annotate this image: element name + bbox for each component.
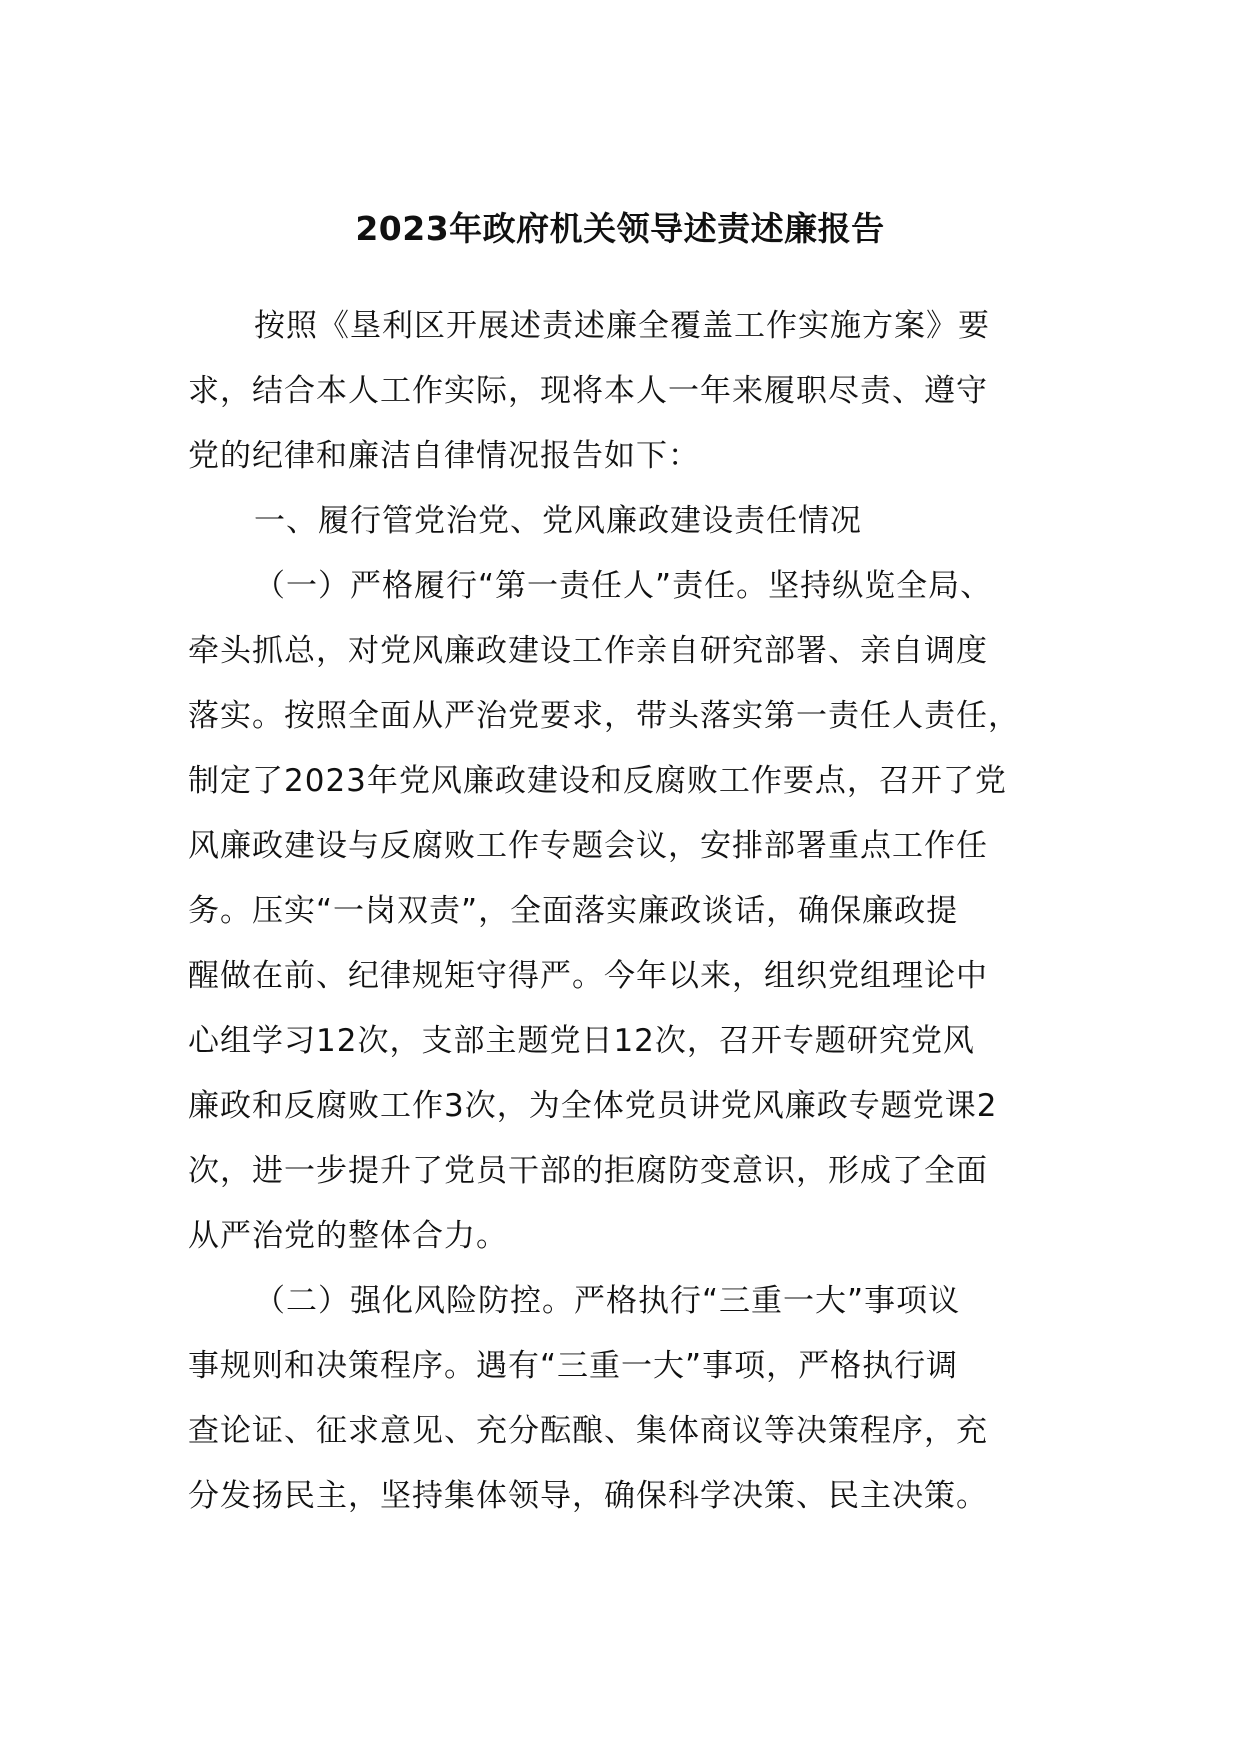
paragraph-line: 次，进一步提升了党员干部的拒腐防变意识，形成了全面 xyxy=(188,1153,988,1189)
paragraph-line: 务。压实“一岗双责”，全面落实廉政谈话，确保廉政提 xyxy=(188,893,959,929)
paragraph-line: 求，结合本人工作实际，现将本人一年来履职尽责、遵守 xyxy=(188,373,988,409)
paragraph-line: 按照《垦利区开展述责述廉全覆盖工作实施方案》要 xyxy=(254,308,990,344)
paragraph-line: （一）严格履行“第一责任人”责任。坚持纵览全局、 xyxy=(254,568,993,604)
subsection-paragraph-1 xyxy=(188,554,1068,1269)
document-body xyxy=(188,294,1068,1529)
paragraph-line: 分发扬民主，坚持集体领导，确保科学决策、民主决策。 xyxy=(188,1478,988,1514)
paragraph-line: 风廉政建设与反腐败工作专题会议，安排部署重点工作任 xyxy=(188,828,988,864)
paragraph-line: 制定了2023年党风廉政建设和反腐败工作要点，召开了党 xyxy=(188,763,1007,799)
paragraph-line: 醒做在前、纪律规矩守得严。今年以来，组织党组理论中 xyxy=(188,958,988,994)
intro-paragraph xyxy=(188,294,1068,489)
paragraph-line: 廉政和反腐败工作3次，为全体党员讲党风廉政专题党课2 xyxy=(188,1088,998,1124)
paragraph-line: 心组学习12次，支部主题党日12次，召开专题研究党风 xyxy=(188,1023,975,1059)
paragraph-line: 牵头抓总，对党风廉政建设工作亲自研究部署、亲自调度 xyxy=(188,633,988,669)
paragraph-line: 事规则和决策程序。遇有“三重一大”事项，严格执行调 xyxy=(188,1348,959,1384)
paragraph-line: （二）强化风险防控。严格执行“三重一大”事项议 xyxy=(254,1283,961,1319)
paragraph-line: 党的纪律和廉洁自律情况报告如下： xyxy=(188,438,700,474)
subsection-paragraph-2 xyxy=(188,1269,1068,1529)
paragraph-line: 从严治党的整体合力。 xyxy=(188,1218,508,1254)
heading-line: 一、履行管党治党、党风廉政建设责任情况 xyxy=(254,503,862,539)
document-title: 2023年政府机关领导述责述廉报告 xyxy=(355,209,885,248)
paragraph-line: 落实。按照全面从严治党要求，带头落实第一责任人责任， xyxy=(188,698,1020,734)
section-heading xyxy=(188,489,1068,554)
paragraph-line: 查论证、征求意见、充分酝酿、集体商议等决策程序，充 xyxy=(188,1413,988,1449)
